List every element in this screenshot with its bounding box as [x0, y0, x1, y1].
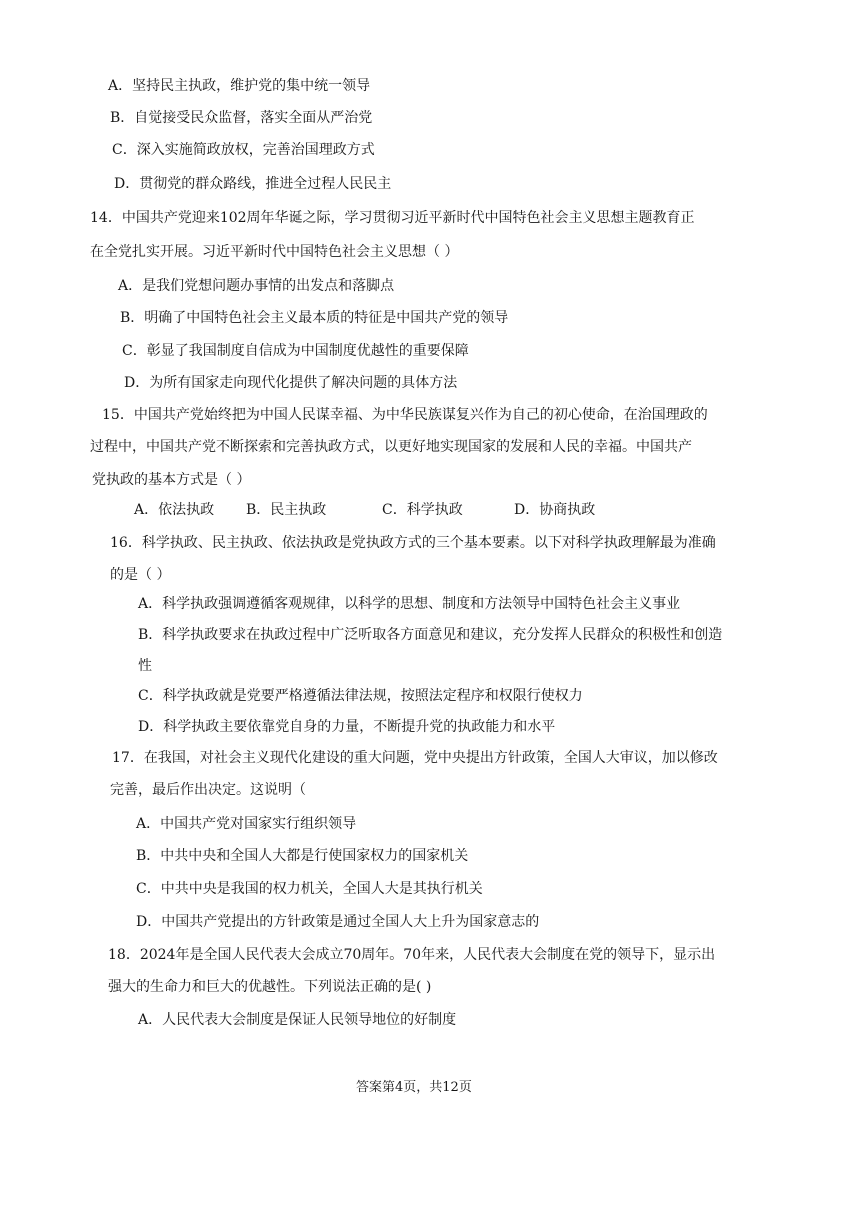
- q14-stem-line2: 在全党扎实开展。习近平新时代中国特色社会主义思想（ ）: [90, 244, 459, 260]
- q13-option-a: A．坚持民主执政，维护党的集中统一领导: [108, 78, 371, 94]
- q16-option-b-line1: B．科学执政要求在执政过程中广泛听取各方面意见和建议，充分发挥人民群众的积极性和创造: [138, 627, 723, 643]
- q17-option-a: A．中国共产党对国家实行组织领导: [136, 816, 357, 832]
- q14-option-c: C．彰显了我国制度自信成为中国制度优越性的重要保障: [122, 343, 469, 359]
- q16-option-d: D．科学执政主要依靠党自身的力量，不断提升党的执政能力和水平: [138, 719, 556, 735]
- q17-option-c: C．中共中央是我国的权力机关，全国人大是其执行机关: [136, 881, 483, 897]
- q15-stem-line1: 15．中国共产党始终把为中国人民谋幸福、为中华民族谋复兴作为自己的初心使命，在治国理政的: [102, 407, 708, 423]
- q14-option-b: B．明确了中国特色社会主义最本质的特征是中国共产党的领导: [120, 310, 509, 326]
- q16-option-c: C．科学执政就是党要严格遵循法律法规，按照法定程序和权限行使权力: [138, 688, 583, 704]
- q13-option-d: D．贯彻党的群众路线，推进全过程人民民主: [114, 176, 392, 192]
- q16-option-b-line2: 性: [138, 658, 152, 674]
- q14-option-d: D．为所有国家走向现代化提供了解决问题的具体方法: [124, 375, 458, 391]
- q18-stem-line1: 18．2024年是全国人民代表大会成立70周年。70年来，人民代表大会制度在党的领导下，显示出: [108, 947, 716, 963]
- q18-option-a: A．人民代表大会制度是保证人民领导地位的好制度: [138, 1012, 457, 1028]
- q15-option-c: C．科学执政: [382, 502, 463, 518]
- q17-stem-line2: 完善，最后作出决定。这说明（: [110, 782, 306, 798]
- q17-option-d: D．中国共产党提出的方针政策是通过全国人大上升为国家意志的: [136, 914, 540, 930]
- q15-stem-line3: 党执政的基本方式是（ ）: [92, 472, 251, 488]
- q16-option-a: A．科学执政强调遵循客观规律，以科学的思想、制度和方法领导中国特色社会主义事业: [138, 596, 681, 612]
- q17-stem-line1: 17．在我国，对社会主义现代化建设的重大问题，党中央提出方针政策，全国人大审议，加以修改: [112, 750, 718, 766]
- q16-stem-line2: 的是（ ）: [110, 567, 171, 583]
- q16-stem-line1: 16．科学执政、民主执政、依法执政是党执政方式的三个基本要素。以下对科学执政理解最为准确: [110, 535, 716, 551]
- q15-option-a: A．依法执政: [134, 502, 215, 518]
- q18-stem-line2: 强大的生命力和巨大的优越性。下列说法正确的是( ): [108, 979, 432, 995]
- q15-option-b: B．民主执政: [246, 502, 327, 518]
- q14-option-a: A．是我们党想问题办事情的出发点和落脚点: [118, 278, 395, 294]
- q13-option-b: B．自觉接受民众监督，落实全面从严治党: [110, 110, 373, 126]
- q15-stem-line2: 过程中，中国共产党不断探索和完善执政方式，以更好地实现国家的发展和人民的幸福。中国共产: [90, 439, 692, 455]
- q17-option-b: B．中共中央和全国人大都是行使国家权力的国家机关: [136, 848, 469, 864]
- q14-stem-line1: 14．中国共产党迎来102周年华诞之际，学习贯彻习近平新时代中国特色社会主义思想主题教育正: [90, 210, 695, 226]
- q13-option-c: C．深入实施简政放权，完善治国理政方式: [112, 142, 375, 158]
- q15-option-d: D．协商执政: [514, 502, 596, 518]
- page-footer: 答案第4页，共12页: [356, 1080, 472, 1095]
